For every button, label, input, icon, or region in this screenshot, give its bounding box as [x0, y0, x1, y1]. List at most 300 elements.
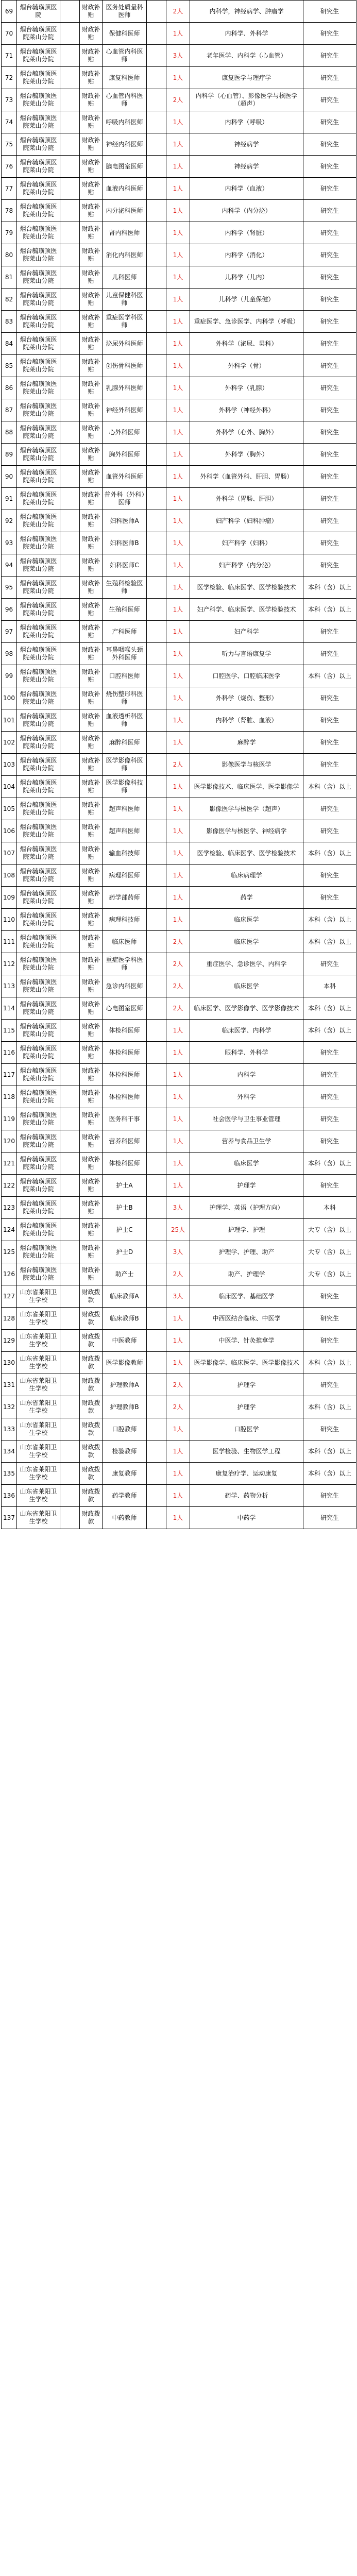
table-row	[2, 1308, 356, 1330]
cell-dept	[60, 444, 80, 466]
cell-post: 创伤骨科医师	[103, 355, 147, 377]
cell-major: 眼科学、外科学	[190, 1042, 303, 1064]
cell-dept	[60, 111, 80, 133]
cell-major: 麻醉学	[190, 732, 303, 754]
cell-no: 97	[2, 621, 17, 643]
cell-no: 70	[2, 23, 17, 45]
cell-fund: 财政补贴	[80, 1086, 103, 1108]
table-row	[2, 1175, 356, 1197]
cell-unit: 烟台毓璜顶医院莱山分院	[17, 133, 60, 156]
cell-major: 重症医学、急诊医学、内科学	[190, 953, 303, 975]
cell-unit: 烟台毓璜顶医院莱山分院	[17, 67, 60, 89]
cell-fund: 财政拨款	[80, 1507, 103, 1529]
cell-major: 外科学（泌尿、男科）	[190, 333, 303, 355]
cell-fund: 财政补贴	[80, 1064, 103, 1086]
cell-unit: 烟台毓璜顶医院莱山分院	[17, 732, 60, 754]
cell-post: 临床教师A	[103, 1285, 147, 1308]
cell-type	[147, 1418, 166, 1440]
cell-no: 112	[2, 953, 17, 975]
cell-type	[147, 466, 166, 488]
cell-edu: 研究生	[303, 1086, 356, 1108]
cell-type	[147, 1219, 166, 1241]
cell-unit: 烟台毓璜顶医院莱山分院	[17, 953, 60, 975]
cell-type	[147, 377, 166, 399]
cell-unit: 山东省莱阳卫生学校	[17, 1352, 60, 1374]
cell-no: 109	[2, 887, 17, 909]
cell-major: 医学检验、生物医学工程	[190, 1440, 303, 1463]
cell-edu: 研究生	[303, 953, 356, 975]
cell-type	[147, 1130, 166, 1153]
cell-fund: 财政补贴	[80, 311, 103, 333]
table-row	[2, 333, 356, 355]
cell-edu: 研究生	[303, 1374, 356, 1396]
cell-post: 乳腺外科医师	[103, 377, 147, 399]
cell-type	[147, 488, 166, 510]
cell-no: 80	[2, 244, 17, 266]
cell-major: 外科学（胸外）	[190, 444, 303, 466]
cell-type	[147, 244, 166, 266]
cell-major: 内科学（心血管）、影像医学与核医学（超声）	[190, 89, 303, 111]
cell-major: 护理学、护理	[190, 1219, 303, 1241]
cell-major: 外科学（烧伤、整形）	[190, 687, 303, 709]
cell-fund: 财政补贴	[80, 665, 103, 687]
cell-count: 1人	[166, 23, 190, 45]
cell-no: 114	[2, 997, 17, 1020]
cell-post: 营养科医师	[103, 1130, 147, 1153]
cell-major: 外科学（骨）	[190, 355, 303, 377]
cell-no: 107	[2, 842, 17, 865]
cell-fund: 财政补贴	[80, 1219, 103, 1241]
cell-unit: 山东省莱阳卫生学校	[17, 1440, 60, 1463]
cell-dept	[60, 45, 80, 67]
cell-count: 1人	[166, 732, 190, 754]
cell-major: 外科学（心外、胸外）	[190, 421, 303, 444]
cell-post: 病理科医师	[103, 865, 147, 887]
cell-major: 内科学（消化）	[190, 244, 303, 266]
table-row	[2, 931, 356, 953]
cell-dept	[60, 1440, 80, 1463]
cell-fund: 财政补贴	[80, 1130, 103, 1153]
table-row	[2, 975, 356, 997]
cell-post: 体检科医师	[103, 1086, 147, 1108]
cell-type	[147, 754, 166, 776]
cell-fund: 财政补贴	[80, 355, 103, 377]
cell-type	[147, 1352, 166, 1374]
cell-no: 71	[2, 45, 17, 67]
cell-count: 1人	[166, 1330, 190, 1352]
cell-edu: 大专（含）以上	[303, 1219, 356, 1241]
cell-type	[147, 355, 166, 377]
cell-fund: 财政补贴	[80, 200, 103, 222]
cell-type	[147, 953, 166, 975]
cell-dept	[60, 1108, 80, 1130]
cell-fund: 财政补贴	[80, 643, 103, 665]
cell-fund: 财政补贴	[80, 289, 103, 311]
cell-unit: 烟台毓璜顶医院莱山分院	[17, 156, 60, 178]
cell-no: 133	[2, 1418, 17, 1440]
cell-major: 内科学（血液）	[190, 178, 303, 200]
cell-edu: 本科（含）以上	[303, 909, 356, 931]
table-row	[2, 1086, 356, 1108]
cell-fund: 财政拨款	[80, 1463, 103, 1485]
table-row	[2, 133, 356, 156]
cell-fund: 财政补贴	[80, 222, 103, 244]
cell-major: 医学检验、临床医学、医学检验技术	[190, 577, 303, 599]
cell-fund: 财政补贴	[80, 532, 103, 554]
cell-unit: 烟台毓璜顶医院莱山分院	[17, 1130, 60, 1153]
cell-post: 口腔科医师	[103, 665, 147, 687]
cell-dept	[60, 621, 80, 643]
cell-dept	[60, 156, 80, 178]
cell-dept	[60, 1, 80, 23]
table-row	[2, 156, 356, 178]
cell-fund: 财政补贴	[80, 444, 103, 466]
cell-count: 1人	[166, 1418, 190, 1440]
cell-major: 康复治疗学、运动康复	[190, 1463, 303, 1485]
cell-count: 1人	[166, 1352, 190, 1374]
cell-unit: 烟台毓璜顶医院莱山分院	[17, 621, 60, 643]
cell-post: 急诊内科医师	[103, 975, 147, 997]
cell-major: 影像医学与核医学	[190, 754, 303, 776]
cell-major: 中医学、针灸推拿学	[190, 1330, 303, 1352]
cell-type	[147, 133, 166, 156]
cell-edu: 大专（含）以上	[303, 1263, 356, 1285]
cell-no: 73	[2, 89, 17, 111]
table-row	[2, 200, 356, 222]
cell-post: 麻醉科医师	[103, 732, 147, 754]
cell-type	[147, 1197, 166, 1219]
cell-major: 护理学、护理、助产	[190, 1241, 303, 1263]
cell-no: 116	[2, 1042, 17, 1064]
cell-major: 康复医学与理疗学	[190, 67, 303, 89]
cell-unit: 烟台毓璜顶医院莱山分院	[17, 554, 60, 577]
cell-unit: 山东省莱阳卫生学校	[17, 1396, 60, 1418]
cell-count: 2人	[166, 975, 190, 997]
cell-count: 1人	[166, 510, 190, 532]
cell-no: 118	[2, 1086, 17, 1108]
cell-type	[147, 820, 166, 842]
cell-fund: 财政补贴	[80, 1042, 103, 1064]
cell-edu: 研究生	[303, 532, 356, 554]
cell-edu: 研究生	[303, 178, 356, 200]
cell-edu: 研究生	[303, 244, 356, 266]
cell-no: 129	[2, 1330, 17, 1352]
cell-dept	[60, 1396, 80, 1418]
table-row	[2, 1, 356, 23]
cell-fund: 财政补贴	[80, 931, 103, 953]
cell-count: 1人	[166, 554, 190, 577]
cell-count: 1人	[166, 1042, 190, 1064]
cell-count: 1人	[166, 377, 190, 399]
cell-count: 1人	[166, 643, 190, 665]
cell-count: 1人	[166, 820, 190, 842]
cell-dept	[60, 532, 80, 554]
cell-post: 胸外科医师	[103, 444, 147, 466]
cell-major: 外科学	[190, 1086, 303, 1108]
cell-no: 79	[2, 222, 17, 244]
cell-type	[147, 333, 166, 355]
cell-dept	[60, 1086, 80, 1108]
cell-post: 心电图室医师	[103, 997, 147, 1020]
table-row	[2, 909, 356, 931]
cell-no: 78	[2, 200, 17, 222]
table-body	[2, 1, 356, 1529]
cell-no: 88	[2, 421, 17, 444]
cell-edu: 研究生	[303, 1418, 356, 1440]
cell-unit: 烟台毓璜顶医院莱山分院	[17, 399, 60, 421]
cell-unit: 烟台毓璜顶医院莱山分院	[17, 709, 60, 732]
cell-no: 136	[2, 1485, 17, 1507]
cell-major: 临床医学、医学影像学、医学影像技术	[190, 997, 303, 1020]
cell-no: 96	[2, 599, 17, 621]
cell-count: 2人	[166, 1374, 190, 1396]
cell-major: 临床病理学	[190, 865, 303, 887]
table-row	[2, 67, 356, 89]
cell-no: 121	[2, 1153, 17, 1175]
cell-count: 1人	[166, 1064, 190, 1086]
cell-major: 影像医学与核医学（超声）	[190, 798, 303, 820]
cell-type	[147, 111, 166, 133]
cell-major: 中西医结合临床、中医学	[190, 1308, 303, 1330]
cell-no: 122	[2, 1175, 17, 1197]
cell-fund: 财政补贴	[80, 1263, 103, 1285]
cell-count: 1人	[166, 222, 190, 244]
cell-type	[147, 621, 166, 643]
cell-count: 1人	[166, 798, 190, 820]
cell-count: 1人	[166, 399, 190, 421]
cell-count: 1人	[166, 1440, 190, 1463]
cell-major: 临床医学	[190, 909, 303, 931]
cell-unit: 烟台毓璜顶医院莱山分院	[17, 178, 60, 200]
cell-post: 康复教师	[103, 1463, 147, 1485]
cell-major: 妇产科学	[190, 621, 303, 643]
cell-dept	[60, 89, 80, 111]
cell-edu: 研究生	[303, 1485, 356, 1507]
cell-major: 内科学（肾脏、血液）	[190, 709, 303, 732]
cell-post: 体检科医师	[103, 1064, 147, 1086]
cell-count: 1人	[166, 133, 190, 156]
cell-no: 85	[2, 355, 17, 377]
cell-post: 医务处质量科医师	[103, 1, 147, 23]
cell-post: 保健科医师	[103, 23, 147, 45]
cell-unit: 烟台毓璜顶医院莱山分院	[17, 1175, 60, 1197]
cell-dept	[60, 1418, 80, 1440]
cell-dept	[60, 754, 80, 776]
cell-fund: 财政补贴	[80, 1175, 103, 1197]
cell-fund: 财政补贴	[80, 1020, 103, 1042]
cell-unit: 山东省莱阳卫生学校	[17, 1374, 60, 1396]
table-row	[2, 1108, 356, 1130]
cell-type	[147, 1308, 166, 1330]
cell-count: 1人	[166, 156, 190, 178]
cell-type	[147, 1440, 166, 1463]
cell-unit: 烟台毓璜顶医院莱山分院	[17, 45, 60, 67]
cell-no: 90	[2, 466, 17, 488]
cell-dept	[60, 333, 80, 355]
cell-major: 妇产科学（妇科）	[190, 532, 303, 554]
cell-post: 妇科医师C	[103, 554, 147, 577]
cell-type	[147, 665, 166, 687]
cell-unit: 山东省莱阳卫生学校	[17, 1285, 60, 1308]
table-row	[2, 865, 356, 887]
cell-unit: 烟台毓璜顶医院莱山分院	[17, 111, 60, 133]
cell-post: 妇科医师A	[103, 510, 147, 532]
table-row	[2, 23, 356, 45]
cell-count: 1人	[166, 421, 190, 444]
table-row	[2, 776, 356, 798]
cell-post: 临床医师	[103, 931, 147, 953]
cell-dept	[60, 554, 80, 577]
cell-count: 1人	[166, 67, 190, 89]
cell-fund: 财政拨款	[80, 1418, 103, 1440]
cell-dept	[60, 1130, 80, 1153]
table-row	[2, 399, 356, 421]
cell-unit: 烟台毓璜顶医院莱山分院	[17, 311, 60, 333]
cell-type	[147, 399, 166, 421]
cell-dept	[60, 133, 80, 156]
cell-fund: 财政补贴	[80, 133, 103, 156]
table-row	[2, 1219, 356, 1241]
cell-dept	[60, 665, 80, 687]
cell-fund: 财政补贴	[80, 399, 103, 421]
cell-type	[147, 1086, 166, 1108]
cell-unit: 烟台毓璜顶医院莱山分院	[17, 377, 60, 399]
table-row	[2, 709, 356, 732]
table-row	[2, 1153, 356, 1175]
cell-unit: 烟台毓璜顶医院莱山分院	[17, 599, 60, 621]
cell-major: 口腔医学、口腔临床医学	[190, 665, 303, 687]
cell-edu: 研究生	[303, 554, 356, 577]
cell-type	[147, 1507, 166, 1529]
cell-no: 110	[2, 909, 17, 931]
cell-count: 1人	[166, 1463, 190, 1485]
cell-edu: 研究生	[303, 1308, 356, 1330]
cell-unit: 烟台毓璜顶医院莱山分院	[17, 643, 60, 665]
cell-edu: 研究生	[303, 111, 356, 133]
cell-edu: 研究生	[303, 1, 356, 23]
cell-major: 医学影像技术、临床医学、医学影像学	[190, 776, 303, 798]
cell-post: 护士C	[103, 1219, 147, 1241]
cell-edu: 研究生	[303, 355, 356, 377]
cell-edu: 研究生	[303, 311, 356, 333]
cell-major: 中药学	[190, 1507, 303, 1529]
cell-dept	[60, 67, 80, 89]
cell-post: 血液内科医师	[103, 178, 147, 200]
cell-post: 药学部药师	[103, 887, 147, 909]
cell-post: 妇科医师B	[103, 532, 147, 554]
cell-type	[147, 1064, 166, 1086]
cell-edu: 本科	[303, 1197, 356, 1219]
cell-no: 120	[2, 1130, 17, 1153]
table-row	[2, 1241, 356, 1263]
cell-dept	[60, 466, 80, 488]
cell-edu: 研究生	[303, 222, 356, 244]
cell-major: 儿科学（儿童保健）	[190, 289, 303, 311]
cell-major: 营养与食品卫生学	[190, 1130, 303, 1153]
cell-count: 1人	[166, 1485, 190, 1507]
cell-post: 心外科医师	[103, 421, 147, 444]
cell-no: 91	[2, 488, 17, 510]
cell-edu: 研究生	[303, 1108, 356, 1130]
cell-post: 神经内科医师	[103, 133, 147, 156]
table-row	[2, 532, 356, 554]
cell-edu: 研究生	[303, 466, 356, 488]
cell-count: 1人	[166, 1108, 190, 1130]
cell-type	[147, 842, 166, 865]
cell-unit: 烟台毓璜顶医院莱山分院	[17, 865, 60, 887]
cell-dept	[60, 200, 80, 222]
cell-no: 103	[2, 754, 17, 776]
cell-fund: 财政补贴	[80, 599, 103, 621]
table-row	[2, 111, 356, 133]
cell-type	[147, 1241, 166, 1263]
cell-dept	[60, 1330, 80, 1352]
cell-unit: 烟台毓璜顶医院莱山分院	[17, 444, 60, 466]
cell-fund: 财政拨款	[80, 1285, 103, 1308]
cell-edu: 研究生	[303, 643, 356, 665]
cell-edu: 本科（含）以上	[303, 931, 356, 953]
cell-post: 普外科（外科）医师	[103, 488, 147, 510]
cell-unit: 烟台毓璜顶医院莱山分院	[17, 997, 60, 1020]
cell-edu: 研究生	[303, 67, 356, 89]
cell-dept	[60, 1175, 80, 1197]
cell-edu: 研究生	[303, 798, 356, 820]
cell-post: 医务科干事	[103, 1108, 147, 1130]
cell-count: 2人	[166, 1263, 190, 1285]
cell-dept	[60, 577, 80, 599]
table-row	[2, 687, 356, 709]
cell-no: 134	[2, 1440, 17, 1463]
cell-dept	[60, 421, 80, 444]
cell-major: 社会医学与卫生事业管理	[190, 1108, 303, 1130]
cell-post: 重症医学科医师	[103, 953, 147, 975]
cell-count: 3人	[166, 1285, 190, 1308]
cell-major: 内科学，神经病学、肿瘤学	[190, 1, 303, 23]
cell-type	[147, 1485, 166, 1507]
cell-no: 99	[2, 665, 17, 687]
cell-count: 1人	[166, 1020, 190, 1042]
cell-unit: 山东省莱阳卫生学校	[17, 1507, 60, 1529]
table-row	[2, 798, 356, 820]
cell-edu: 研究生	[303, 820, 356, 842]
cell-edu: 研究生	[303, 1507, 356, 1529]
cell-post: 临床教师B	[103, 1308, 147, 1330]
cell-post: 康复科医师	[103, 67, 147, 89]
cell-count: 1人	[166, 709, 190, 732]
cell-dept	[60, 1197, 80, 1219]
cell-type	[147, 931, 166, 953]
cell-edu: 研究生	[303, 510, 356, 532]
cell-post: 医学影像教师	[103, 1352, 147, 1374]
cell-dept	[60, 1374, 80, 1396]
cell-fund: 财政补贴	[80, 1108, 103, 1130]
cell-post: 中药教师	[103, 1507, 147, 1529]
cell-dept	[60, 289, 80, 311]
cell-type	[147, 1263, 166, 1285]
cell-unit: 烟台毓璜顶医院莱山分院	[17, 200, 60, 222]
cell-no: 81	[2, 266, 17, 289]
cell-no: 92	[2, 510, 17, 532]
cell-fund: 财政补贴	[80, 754, 103, 776]
cell-unit: 烟台毓璜顶医院莱山分院	[17, 909, 60, 931]
cell-count: 1人	[166, 466, 190, 488]
cell-dept	[60, 488, 80, 510]
cell-unit: 烟台毓璜顶医院莱山分院	[17, 1263, 60, 1285]
cell-edu: 本科（含）以上	[303, 577, 356, 599]
cell-dept	[60, 887, 80, 909]
cell-edu: 研究生	[303, 488, 356, 510]
cell-fund: 财政补贴	[80, 820, 103, 842]
